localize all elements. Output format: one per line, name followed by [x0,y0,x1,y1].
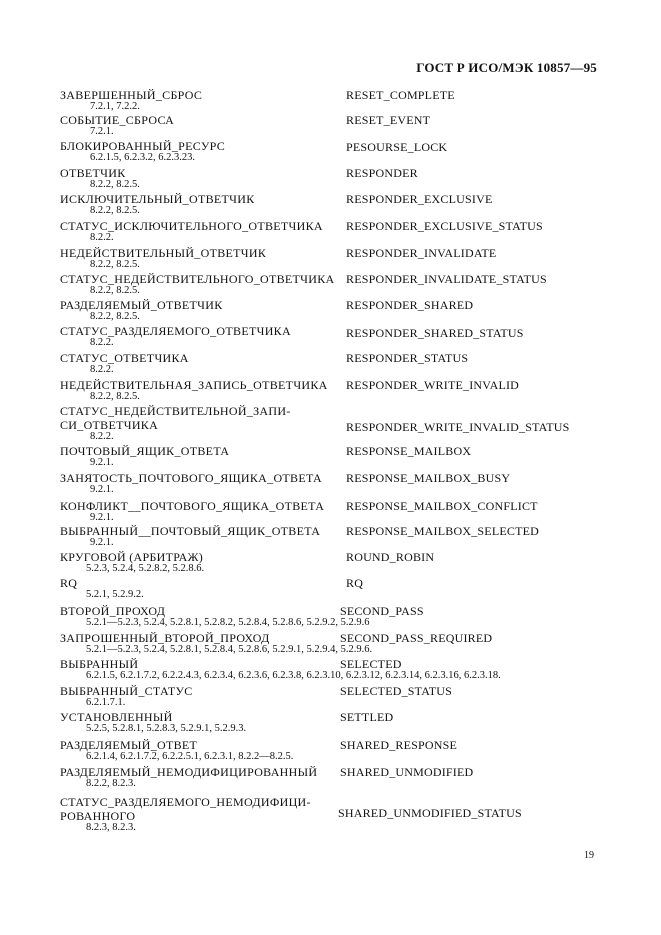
index-refs: 5.2.1—5.2.3, 5.2.4, 5.2.8.1, 5.2.8.2, 5.2.8.4, 5.2.8.6, 5.2.9.2, 5.2.9.6 [86,617,370,628]
index-refs: 8.2.2, 8.2.3. [86,778,136,789]
index-refs: 9.2.1. [90,512,114,523]
index-refs: 5.2.3, 5.2.4, 5.2.8.2, 5.2.8.6. [86,563,205,574]
index-term-ru: СОБЫТИЕ_СБРОСА [60,113,175,127]
index-term-en: RESET_COMPLETE [346,88,455,102]
index-term-en: SELECTED [340,657,402,671]
index-term-en: RESPONDER_INVALIDATE [346,246,497,260]
index-term-ru: УСТАНОВЛЕННЫЙ [60,710,173,724]
index-term-ru: РАЗДЕЛЯЕМЫЙ_НЕМОДИФИЦИРОВАННЫЙ [60,765,318,779]
index-refs: 9.2.1. [90,457,114,468]
index-term-en: RESET_EVENT [346,113,431,127]
page-number: 19 [584,850,594,861]
index-term-ru: РАЗДЕЛЯЕМЫЙ_ОТВЕТЧИК [60,298,223,312]
index-refs: 8.2.2. [90,337,114,348]
index-refs: 6.2.1.5, 6.2.1.7.2, 6.2.2.4.3, 6.2.3.4, 6.2.3.6, 6.2.3.8, 6.2.3.10, 6.2.3.12, 6.2.3.14, 6.2.3.16, 6.2.3.18. [86,670,501,681]
index-refs: 9.2.1. [90,484,114,495]
index-refs: 8.2.2. [90,364,114,375]
index-refs: 7.2.1, 7.2.2. [90,101,140,112]
index-refs: 5.2.1, 5.2.9.2. [86,589,144,600]
index-term-en: RESPONSE_MAILBOX_SELECTED [346,524,540,538]
index-refs: 8.2.2, 8.2.5. [90,311,140,322]
index-term-ru: СИ_ОТВЕТЧИКА [60,418,159,432]
index-refs: 8.2.2, 8.2.5. [90,205,140,216]
index-term-en: RESPONDER_STATUS [346,351,469,365]
index-term-en: RESPONDER_SHARED_STATUS [346,326,524,340]
index-term-en: RESPONSE_MAILBOX_BUSY [346,471,511,485]
index-term-en: SECOND_PASS_REQUIRED [340,631,493,645]
index-refs: 8.2.3, 8.2.3. [86,822,136,833]
index-term-ru: ВТОРОЙ_ПРОХОД [60,604,166,618]
index-term-ru: СТАТУС_РАЗДЕЛЯЕМОГО_ОТВЕТЧИКА [60,324,291,338]
index-term-en: RESPONDER_WRITE_INVALID [346,378,520,392]
document-header: ГОСТ Р ИСО/МЭК 10857—95 [416,60,597,75]
index-term-ru: ВЫБРАННЫЙ [60,657,139,671]
index-refs: 8.2.2. [90,431,114,442]
index-term-en: SHARED_UNMODIFIED [340,765,474,779]
index-term-ru: ЗАПРОШЕННЫЙ_ВТОРОЙ_ПРОХОД [60,631,270,645]
index-term-ru: ОТВЕТЧИК [60,166,126,180]
index-term-en: SETTLED [340,710,394,724]
index-term-ru: КОНФЛИКТ__ПОЧТОВОГО_ЯЩИКА_ОТВЕТА [60,499,325,513]
index-term-en: SELECTED_STATUS [340,684,453,698]
index-term-en: RESPONDER [346,166,418,180]
index-term-en: RESPONDER_SHARED [346,298,474,312]
index-term-en: RESPONDER_EXCLUSIVE [346,192,493,206]
index-refs: 7.2.1. [90,126,114,137]
index-term-en: SHARED_RESPONSE [340,738,458,752]
index-term-ru: НЕДЕЙСТВИТЕЛЬНАЯ_ЗАПИСЬ_ОТВЕТЧИКА [60,378,328,392]
index-refs: 8.2.2, 8.2.5. [90,259,140,270]
index-term-ru: СТАТУС_ОТВЕТЧИКА [60,351,189,365]
index-refs: 6.2.1.7.1. [86,697,126,708]
index-term-en: ROUND_ROBIN [346,550,435,564]
index-term-en: RQ [346,576,364,590]
index-term-ru: РОВАННОГО [60,809,136,823]
index-term-ru: ПОЧТОВЫЙ_ЯЩИК_ОТВЕТА [60,444,230,458]
index-term-en: PESOURSE_LOCK [346,140,448,154]
index-term-en: RESPONDER_WRITE_INVALID_STATUS [346,420,570,434]
index-refs: 5.2.1—5.2.3, 5.2.4, 5.2.8.1, 5.2.8.4, 5.2.8.6, 5.2.9.1, 5.2.9.4, 5.2.9.6. [86,644,373,655]
index-term-en: RESPONDER_EXCLUSIVE_STATUS [346,219,543,233]
index-refs: 6.2.1.5, 6.2.3.2, 6.2.3.23. [90,152,195,163]
index-term-ru: RQ [60,576,78,590]
index-term-ru: ЗАВЕРШЕННЫЙ_СБРОС [60,88,203,102]
index-term-en: RESPONSE_MAILBOX_CONFLICT [346,499,538,513]
index-refs: 8.2.2, 8.2.5. [90,391,140,402]
index-refs: 8.2.2, 8.2.5. [90,285,140,296]
index-refs: 9.2.1. [90,537,114,548]
index-term-ru: ИСКЛЮЧИТЕЛЬНЫЙ_ОТВЕТЧИК [60,192,255,206]
index-term-en: RESPONSE_MAILBOX [346,444,472,458]
index-term-ru: СТАТУС_ИСКЛЮЧИТЕЛЬНОГО_ОТВЕТЧИКА [60,219,323,233]
index-refs: 6.2.1.4, 6.2.1.7.2, 6.2.2.5.1, 6.2.3.1, 8.2.2—8.2.5. [86,751,294,762]
index-term-en: SHARED_UNMODIFIED_STATUS [338,806,522,820]
index-term-en: RESPONDER_INVALIDATE_STATUS [346,272,547,286]
index-term-ru: РАЗДЕЛЯЕМЫЙ_ОТВЕТ [60,738,198,752]
index-term-ru: ВЫБРАННЫЙ_СТАТУС [60,684,193,698]
index-term-ru: ЗАНЯТОСТЬ_ПОЧТОВОГО_ЯЩИКА_ОТВЕТА [60,471,322,485]
index-term-ru: ВЫБРАННЫЙ__ПОЧТОВЫЙ_ЯЩИК_ОТВЕТА [60,524,321,538]
index-term-en: SECOND_PASS [340,604,424,618]
index-term-ru: СТАТУС_РАЗДЕЛЯЕМОГО_НЕМОДИФИЦИ- [60,795,311,809]
index-refs: 5.2.5, 5.2.8.1, 5.2.8.3, 5.2.9.1, 5.2.9.3. [86,723,247,734]
index-term-ru: НЕДЕЙСТВИТЕЛЬНЫЙ_ОТВЕТЧИК [60,246,267,260]
index-term-ru: СТАТУС_НЕДЕЙСТВИТЕЛЬНОЙ_ЗАПИ- [60,404,291,418]
index-term-ru: БЛОКИРОВАННЫЙ_РЕСУРС [60,139,226,153]
index-refs: 8.2.2, 8.2.5. [90,179,140,190]
index-term-ru: СТАТУС_НЕДЕЙСТВИТЕЛЬНОГО_ОТВЕТЧИКА [60,272,335,286]
index-refs: 8.2.2. [90,232,114,243]
index-term-ru: КРУГОВОЙ (АРБИТРАЖ) [60,550,203,564]
